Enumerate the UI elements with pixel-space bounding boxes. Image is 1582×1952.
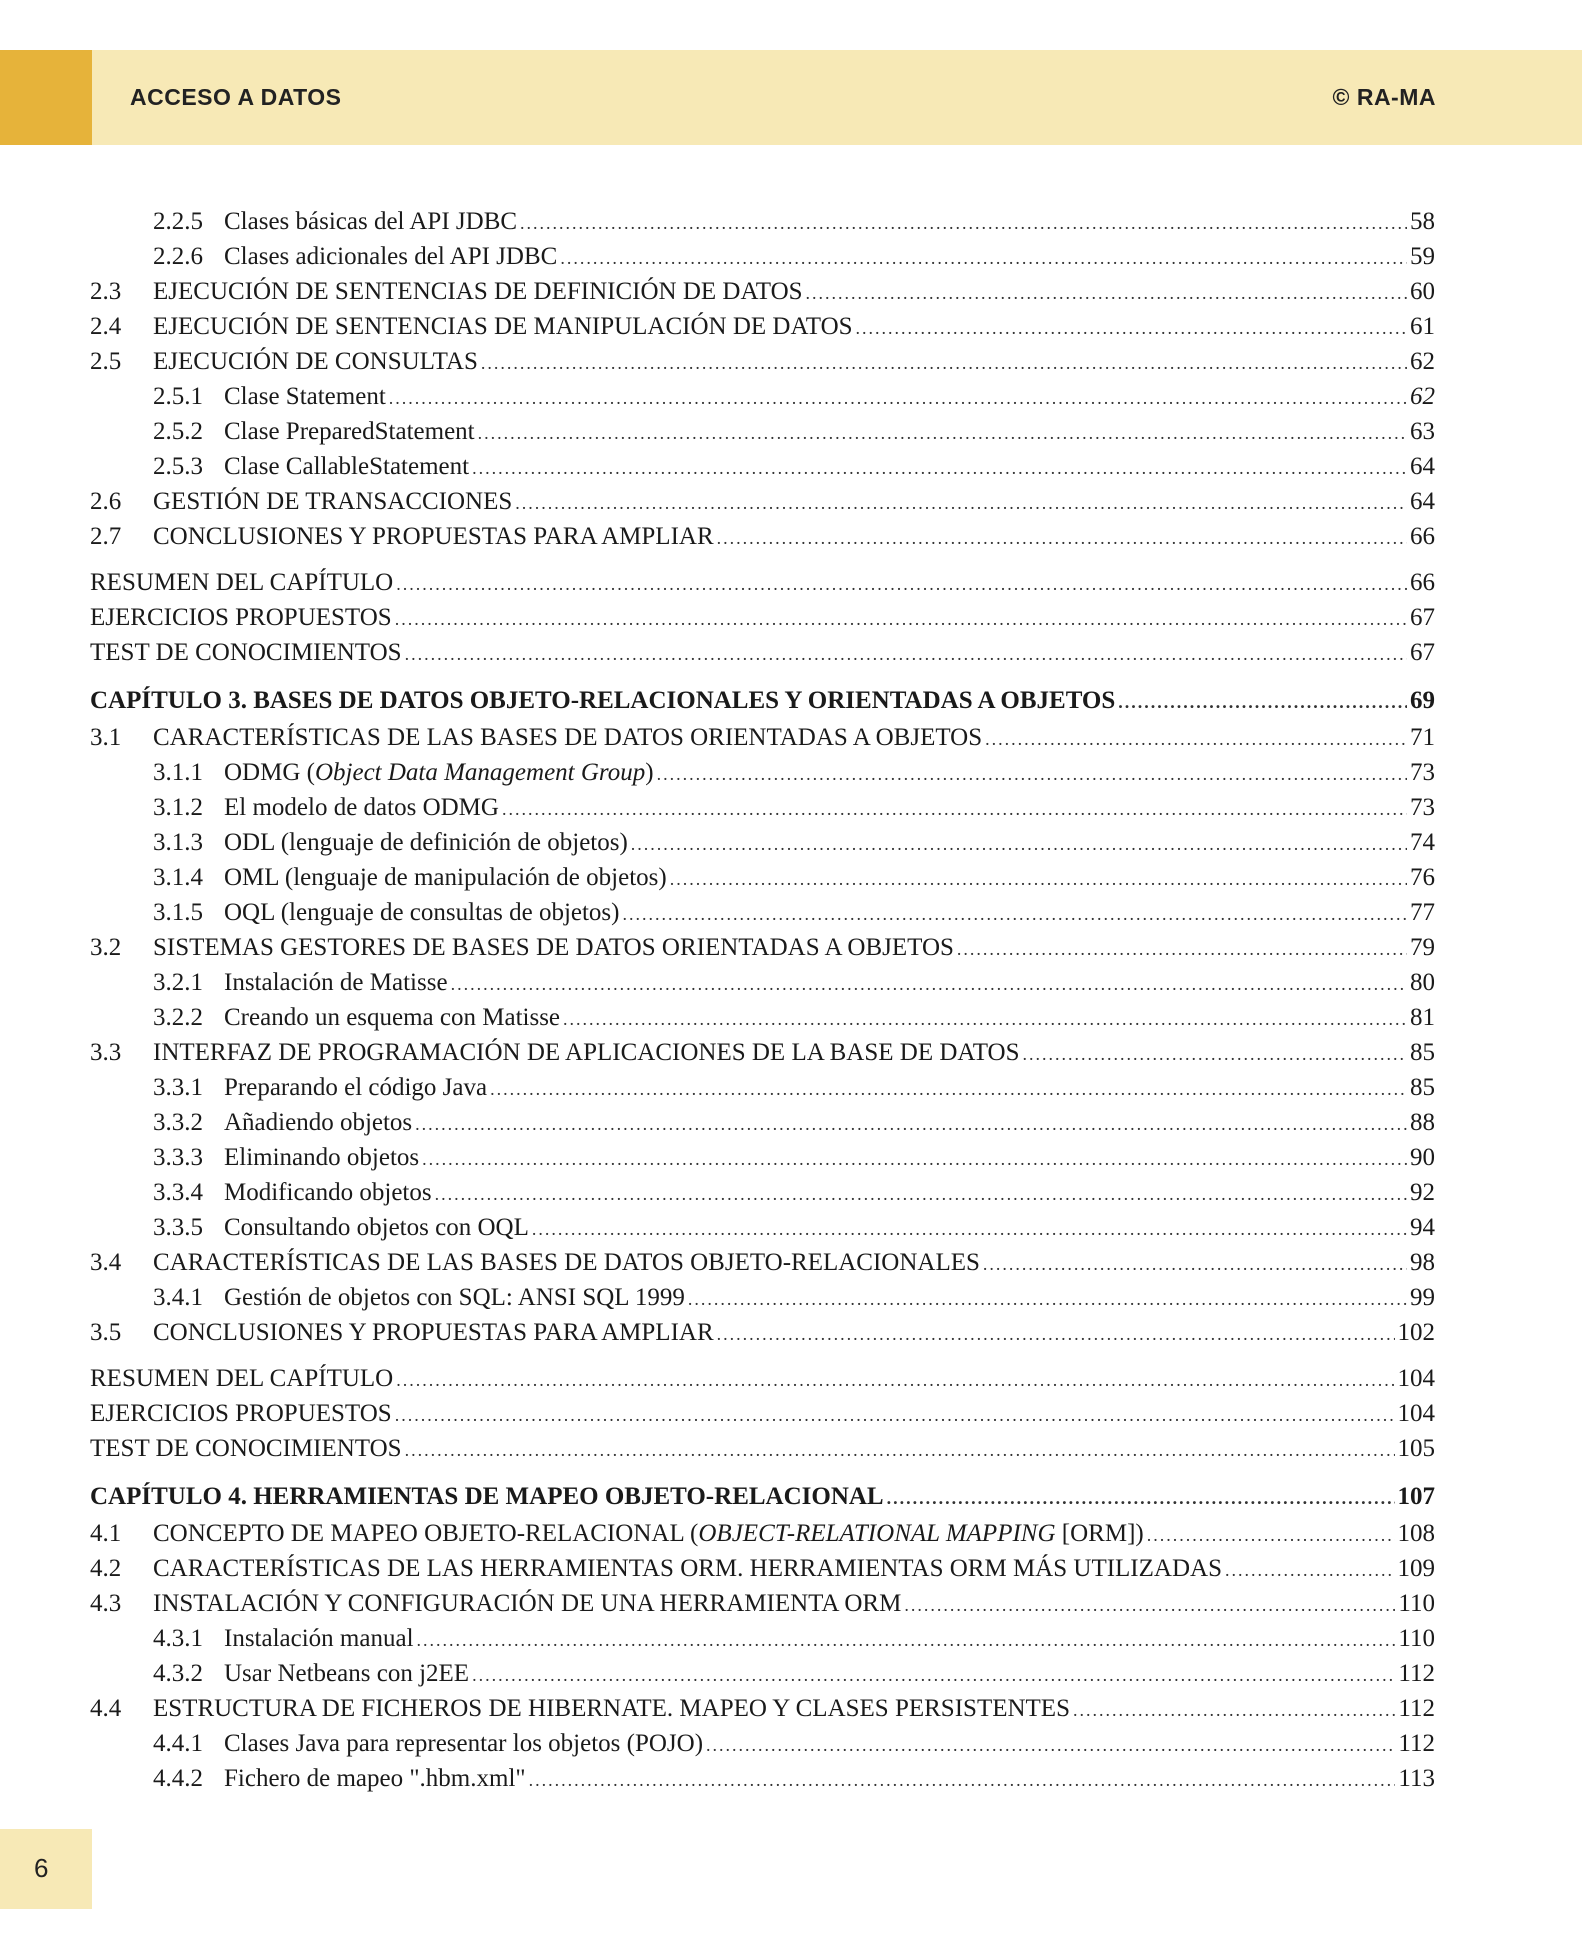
toc-entry	[90, 239, 1435, 274]
toc-entry	[90, 755, 1435, 790]
toc-leader-dots	[529, 1763, 1396, 1798]
toc-entry-number: 3.2.2	[153, 1004, 203, 1031]
toc-chapter-entry	[90, 683, 1435, 718]
toc-leader-dots	[985, 722, 1407, 757]
toc-entry	[90, 344, 1435, 379]
toc-entry-page: 77	[1410, 899, 1435, 926]
toc-entry-number: 2.4	[90, 313, 122, 340]
toc-entry	[90, 635, 1435, 670]
toc-entry-page: 104	[1397, 1400, 1435, 1427]
toc-entry-page: 62	[1410, 383, 1435, 410]
toc-entry-title: EJECUCIÓN DE CONSULTAS	[153, 348, 478, 375]
toc-entry-number: 4.3	[90, 1590, 122, 1617]
toc-entry-number: 4.4.1	[153, 1730, 203, 1757]
toc-leader-dots	[478, 416, 1407, 451]
toc-entry-title: CARACTERÍSTICAS DE LAS HERRAMIENTAS ORM. HERRAMIENTAS ORM MÁS UTILIZADAS	[153, 1555, 1222, 1582]
toc-entry-title: Clase PreparedStatement	[224, 418, 475, 445]
toc-entry-page: 108	[1397, 1520, 1435, 1547]
toc-entry	[90, 1726, 1435, 1761]
toc-entry-title: Añadiendo objetos	[224, 1109, 413, 1136]
toc-entry	[90, 414, 1435, 449]
toc-entry-number: 4.3.1	[153, 1625, 203, 1652]
toc-entry-page: 64	[1410, 488, 1435, 515]
toc-entry	[90, 379, 1435, 414]
toc-entry	[90, 965, 1435, 1000]
toc-entry-title: CONCEPTO DE MAPEO OBJETO-RELACIONAL (OBJECT-RELATIONAL MAPPING [ORM])	[153, 1520, 1144, 1547]
toc-entry-page: 85	[1410, 1039, 1435, 1066]
toc-entry-page: 58	[1410, 208, 1435, 235]
toc-leader-dots	[396, 1363, 1394, 1398]
toc-entry-number: 3.1.5	[153, 899, 203, 926]
toc-entry-title: CAPÍTULO 4. HERRAMIENTAS DE MAPEO OBJETO-RELACIONAL	[90, 1483, 884, 1510]
toc-entry	[90, 1000, 1435, 1035]
toc-entry	[90, 1280, 1435, 1315]
toc-entry-number: 3.5	[90, 1319, 122, 1346]
toc-entry	[90, 1140, 1435, 1175]
toc-entry	[90, 309, 1435, 344]
toc-entry-page: 80	[1410, 969, 1435, 996]
toc-leader-dots	[481, 346, 1407, 381]
toc-entry-page: 85	[1410, 1074, 1435, 1101]
toc-leader-dots	[904, 1588, 1395, 1623]
toc-leader-dots	[983, 1247, 1407, 1282]
toc-entry	[90, 1691, 1435, 1726]
toc-entry-number: 3.1.3	[153, 829, 203, 856]
toc-entry-page: 81	[1410, 1004, 1435, 1031]
toc-entry-title: INTERFAZ DE PROGRAMACIÓN DE APLICACIONES DE LA BASE DE DATOS	[153, 1039, 1020, 1066]
toc-entry-number: 4.2	[90, 1555, 122, 1582]
toc-entry-title: OQL (lenguaje de consultas de objetos)	[224, 899, 620, 926]
toc-entry-page: 109	[1397, 1555, 1435, 1582]
toc-leader-dots	[415, 1107, 1407, 1142]
toc-entry-page: 61	[1410, 313, 1435, 340]
toc-entry-page: 92	[1410, 1179, 1435, 1206]
toc-entry-page: 73	[1410, 759, 1435, 786]
toc-entry-number: 3.1.4	[153, 864, 203, 891]
toc-leader-dots	[560, 241, 1407, 276]
toc-leader-dots	[563, 1002, 1407, 1037]
toc-entry	[90, 519, 1435, 554]
toc-entry	[90, 860, 1435, 895]
toc-entry	[90, 1621, 1435, 1656]
toc-leader-dots	[395, 602, 1407, 637]
toc-entry	[90, 1656, 1435, 1691]
toc-leader-dots	[422, 1142, 1407, 1177]
toc-entry-page: 79	[1410, 934, 1435, 961]
toc-entry-number: 3.3.1	[153, 1074, 203, 1101]
toc-leader-dots	[670, 862, 1407, 897]
toc-entry-number: 3.4	[90, 1249, 122, 1276]
toc-entry-number: 3.3.3	[153, 1144, 203, 1171]
header-accent-tab	[0, 50, 92, 145]
toc-entry-title: Clases adicionales del API JDBC	[224, 243, 558, 270]
toc-entry-title: CAPÍTULO 3. BASES DE DATOS OBJETO-RELACIONALES Y ORIENTADAS A OBJETOS	[90, 687, 1116, 714]
toc-chapter-entry	[90, 1479, 1435, 1514]
toc-entry-page: 69	[1410, 687, 1435, 714]
toc-leader-dots	[657, 757, 1407, 792]
toc-entry-number: 2.2.6	[153, 243, 203, 270]
toc-entry-title: Instalación manual	[224, 1625, 414, 1652]
toc-entry-number: 2.5.3	[153, 453, 203, 480]
toc-entry-title: EJERCICIOS PROPUESTOS	[90, 604, 392, 631]
toc-entry-title: ESTRUCTURA DE FICHEROS DE HIBERNATE. MAPEO Y CLASES PERSISTENTES	[153, 1695, 1070, 1722]
toc-entry-title: EJECUCIÓN DE SENTENCIAS DE MANIPULACIÓN DE DATOS	[153, 313, 853, 340]
toc-entry-page: 110	[1398, 1625, 1435, 1652]
toc-leader-dots	[472, 1658, 1395, 1693]
toc-entry-title: SISTEMAS GESTORES DE BASES DE DATOS ORIENTADAS A OBJETOS	[153, 934, 954, 961]
running-header-publisher: © RA-MA	[1332, 84, 1436, 110]
toc-entry-page: 73	[1410, 794, 1435, 821]
toc-entry	[90, 895, 1435, 930]
toc-entry	[90, 1431, 1435, 1466]
toc-entry-title: Fichero de mapeo ".hbm.xml"	[224, 1765, 526, 1792]
toc-entry-page: 112	[1398, 1660, 1435, 1687]
toc-entry	[90, 825, 1435, 860]
toc-entry	[90, 1586, 1435, 1621]
toc-entry-page: 112	[1398, 1730, 1435, 1757]
toc-entry-title: Clases básicas del API JDBC	[224, 208, 518, 235]
toc-entry-title: TEST DE CONOCIMIENTOS	[90, 639, 402, 666]
toc-leader-dots	[1147, 1518, 1395, 1553]
toc-entry	[90, 1105, 1435, 1140]
toc-entry-title: INSTALACIÓN Y CONFIGURACIÓN DE UNA HERRAMIENTA ORM	[153, 1590, 902, 1617]
toc-entry-page: 112	[1398, 1695, 1435, 1722]
toc-entry-title: CARACTERÍSTICAS DE LAS BASES DE DATOS ORIENTADAS A OBJETOS	[153, 724, 983, 751]
toc-leader-dots	[1118, 685, 1407, 720]
toc-leader-dots	[856, 311, 1407, 346]
toc-entry-number: 3.3.4	[153, 1179, 203, 1206]
toc-leader-dots	[417, 1623, 1396, 1658]
toc-entry-page: 88	[1410, 1109, 1435, 1136]
toc-entry-title: Clase CallableStatement	[224, 453, 470, 480]
toc-leader-dots	[396, 567, 1407, 602]
toc-entry-number: 2.2.5	[153, 208, 203, 235]
toc-entry	[90, 1361, 1435, 1396]
toc-entry-page: 59	[1410, 243, 1435, 270]
toc-entry-number: 2.3	[90, 278, 122, 305]
toc-entry	[90, 1245, 1435, 1280]
toc-entry-page: 66	[1410, 569, 1435, 596]
toc-entry-page: 107	[1397, 1483, 1435, 1510]
toc-entry	[90, 1516, 1435, 1551]
toc-entry	[90, 1761, 1435, 1796]
toc-leader-dots	[405, 637, 1407, 672]
toc-entry-title: El modelo de datos ODMG	[224, 794, 499, 821]
toc-leader-dots	[472, 451, 1407, 486]
toc-entry-number: 4.1	[90, 1520, 122, 1547]
toc-entry-title: Gestión de objetos con SQL: ANSI SQL 1999	[224, 1284, 685, 1311]
toc-entry	[90, 484, 1435, 519]
toc-entry-title: OML (lenguaje de manipulación de objetos)	[224, 864, 667, 891]
toc-entry-page: 113	[1398, 1765, 1435, 1792]
toc-entry-title: Consultando objetos con OQL	[224, 1214, 529, 1241]
toc-entry-page: 62	[1410, 348, 1435, 375]
toc-entry-title: RESUMEN DEL CAPÍTULO	[90, 1365, 394, 1392]
toc-entry-number: 3.3.2	[153, 1109, 203, 1136]
toc-leader-dots	[515, 486, 1407, 521]
toc-entry-page: 104	[1397, 1365, 1435, 1392]
toc-entry	[90, 1210, 1435, 1245]
toc-leader-dots	[631, 827, 1407, 862]
toc-leader-dots	[405, 1433, 1395, 1468]
toc-entry-number: 3.1.1	[153, 759, 203, 786]
toc-entry-page: 60	[1410, 278, 1435, 305]
toc-entry-page: 67	[1410, 604, 1435, 631]
toc-leader-dots	[395, 1398, 1395, 1433]
toc-entry-title: EJECUCIÓN DE SENTENCIAS DE DEFINICIÓN DE DATOS	[153, 278, 803, 305]
toc-leader-dots	[389, 381, 1407, 416]
toc-entry-number: 3.3.5	[153, 1214, 203, 1241]
toc-entry-page: 102	[1397, 1319, 1435, 1346]
toc-leader-dots	[1073, 1693, 1395, 1728]
toc-entry-number: 4.4.2	[153, 1765, 203, 1792]
toc-entry	[90, 1070, 1435, 1105]
toc-entry-title: EJERCICIOS PROPUESTOS	[90, 1400, 392, 1427]
toc-entry-number: 4.3.2	[153, 1660, 203, 1687]
toc-entry-title: TEST DE CONOCIMIENTOS	[90, 1435, 402, 1462]
toc-entry	[90, 600, 1435, 635]
toc-entry	[90, 274, 1435, 309]
toc-entry	[90, 204, 1435, 239]
toc-entry-number: 3.2	[90, 934, 122, 961]
toc-leader-dots	[717, 521, 1407, 556]
page-number: 6	[34, 1853, 49, 1883]
toc-entry-page: 63	[1410, 418, 1435, 445]
toc-entry	[90, 1175, 1435, 1210]
toc-entry-title: Usar Netbeans con j2EE	[224, 1660, 470, 1687]
toc-entry-page: 74	[1410, 829, 1435, 856]
toc-entry-page: 66	[1410, 523, 1435, 550]
toc-entry-number: 3.4.1	[153, 1284, 203, 1311]
toc-entry	[90, 1551, 1435, 1586]
toc-entry-number: 2.7	[90, 523, 122, 550]
toc-entry-number: 3.2.1	[153, 969, 203, 996]
toc-entry	[90, 720, 1435, 755]
toc-leader-dots	[435, 1177, 1407, 1212]
toc-entry	[90, 1315, 1435, 1350]
toc-entry-number: 2.6	[90, 488, 122, 515]
toc-leader-dots	[887, 1481, 1395, 1516]
toc-entry-title: ODMG (Object Data Management Group)	[224, 759, 654, 786]
toc-entry-page: 76	[1410, 864, 1435, 891]
toc-leader-dots	[1022, 1037, 1407, 1072]
toc-entry	[90, 790, 1435, 825]
toc-leader-dots	[622, 897, 1407, 932]
toc-entry-page: 105	[1397, 1435, 1435, 1462]
toc-entry-title: RESUMEN DEL CAPÍTULO	[90, 569, 394, 596]
toc-entry-number: 3.1	[90, 724, 122, 751]
toc-entry-page: 67	[1410, 639, 1435, 666]
running-header-title: ACCESO A DATOS	[130, 84, 342, 110]
toc-entry-number: 2.5.1	[153, 383, 203, 410]
toc-leader-dots	[957, 932, 1407, 967]
toc-entry-title: Creando un esquema con Matisse	[224, 1004, 561, 1031]
toc-leader-dots	[806, 276, 1407, 311]
toc-leader-dots	[451, 967, 1407, 1002]
toc-leader-dots	[520, 206, 1407, 241]
toc-entry	[90, 930, 1435, 965]
toc-entry-title: Instalación de Matisse	[224, 969, 448, 996]
toc-entry-page: 71	[1410, 724, 1435, 751]
toc-leader-dots	[532, 1212, 1407, 1247]
toc-entry-title: CONCLUSIONES Y PROPUESTAS PARA AMPLIAR	[153, 1319, 714, 1346]
toc-entry-page: 90	[1410, 1144, 1435, 1171]
toc-entry-page: 98	[1410, 1249, 1435, 1276]
toc-entry-title: CARACTERÍSTICAS DE LAS BASES DE DATOS OBJETO-RELACIONALES	[153, 1249, 980, 1276]
toc-entry-title: GESTIÓN DE TRANSACCIONES	[153, 488, 513, 515]
toc-entry	[90, 565, 1435, 600]
toc-entry-number: 3.3	[90, 1039, 122, 1066]
toc-entry-title: ODL (lenguaje de definición de objetos)	[224, 829, 628, 856]
toc-entry	[90, 1396, 1435, 1431]
toc-entry	[90, 449, 1435, 484]
toc-entry-number: 3.1.2	[153, 794, 203, 821]
toc-leader-dots	[1225, 1553, 1395, 1588]
toc-entry-title: Clases Java para representar los objetos (POJO)	[224, 1730, 704, 1757]
toc-entry-page: 94	[1410, 1214, 1435, 1241]
toc-entry-page: 99	[1410, 1284, 1435, 1311]
toc-leader-dots	[502, 792, 1407, 827]
toc-entry-title: Preparando el código Java	[224, 1074, 488, 1101]
toc-leader-dots	[706, 1728, 1395, 1763]
toc-entry-number: 2.5.2	[153, 418, 203, 445]
toc-entry-title: CONCLUSIONES Y PROPUESTAS PARA AMPLIAR	[153, 523, 714, 550]
toc-entry-page: 64	[1410, 453, 1435, 480]
table-of-contents	[90, 204, 1435, 1796]
toc-entry-number: 2.5	[90, 348, 122, 375]
toc-entry	[90, 1035, 1435, 1070]
toc-entry-title: Eliminando objetos	[224, 1144, 420, 1171]
toc-leader-dots	[688, 1282, 1407, 1317]
toc-entry-title: Modificando objetos	[224, 1179, 432, 1206]
toc-entry-number: 4.4	[90, 1695, 122, 1722]
toc-entry-title: Clase Statement	[224, 383, 386, 410]
toc-entry-page: 110	[1398, 1590, 1435, 1617]
toc-leader-dots	[717, 1317, 1395, 1352]
toc-leader-dots	[490, 1072, 1407, 1107]
